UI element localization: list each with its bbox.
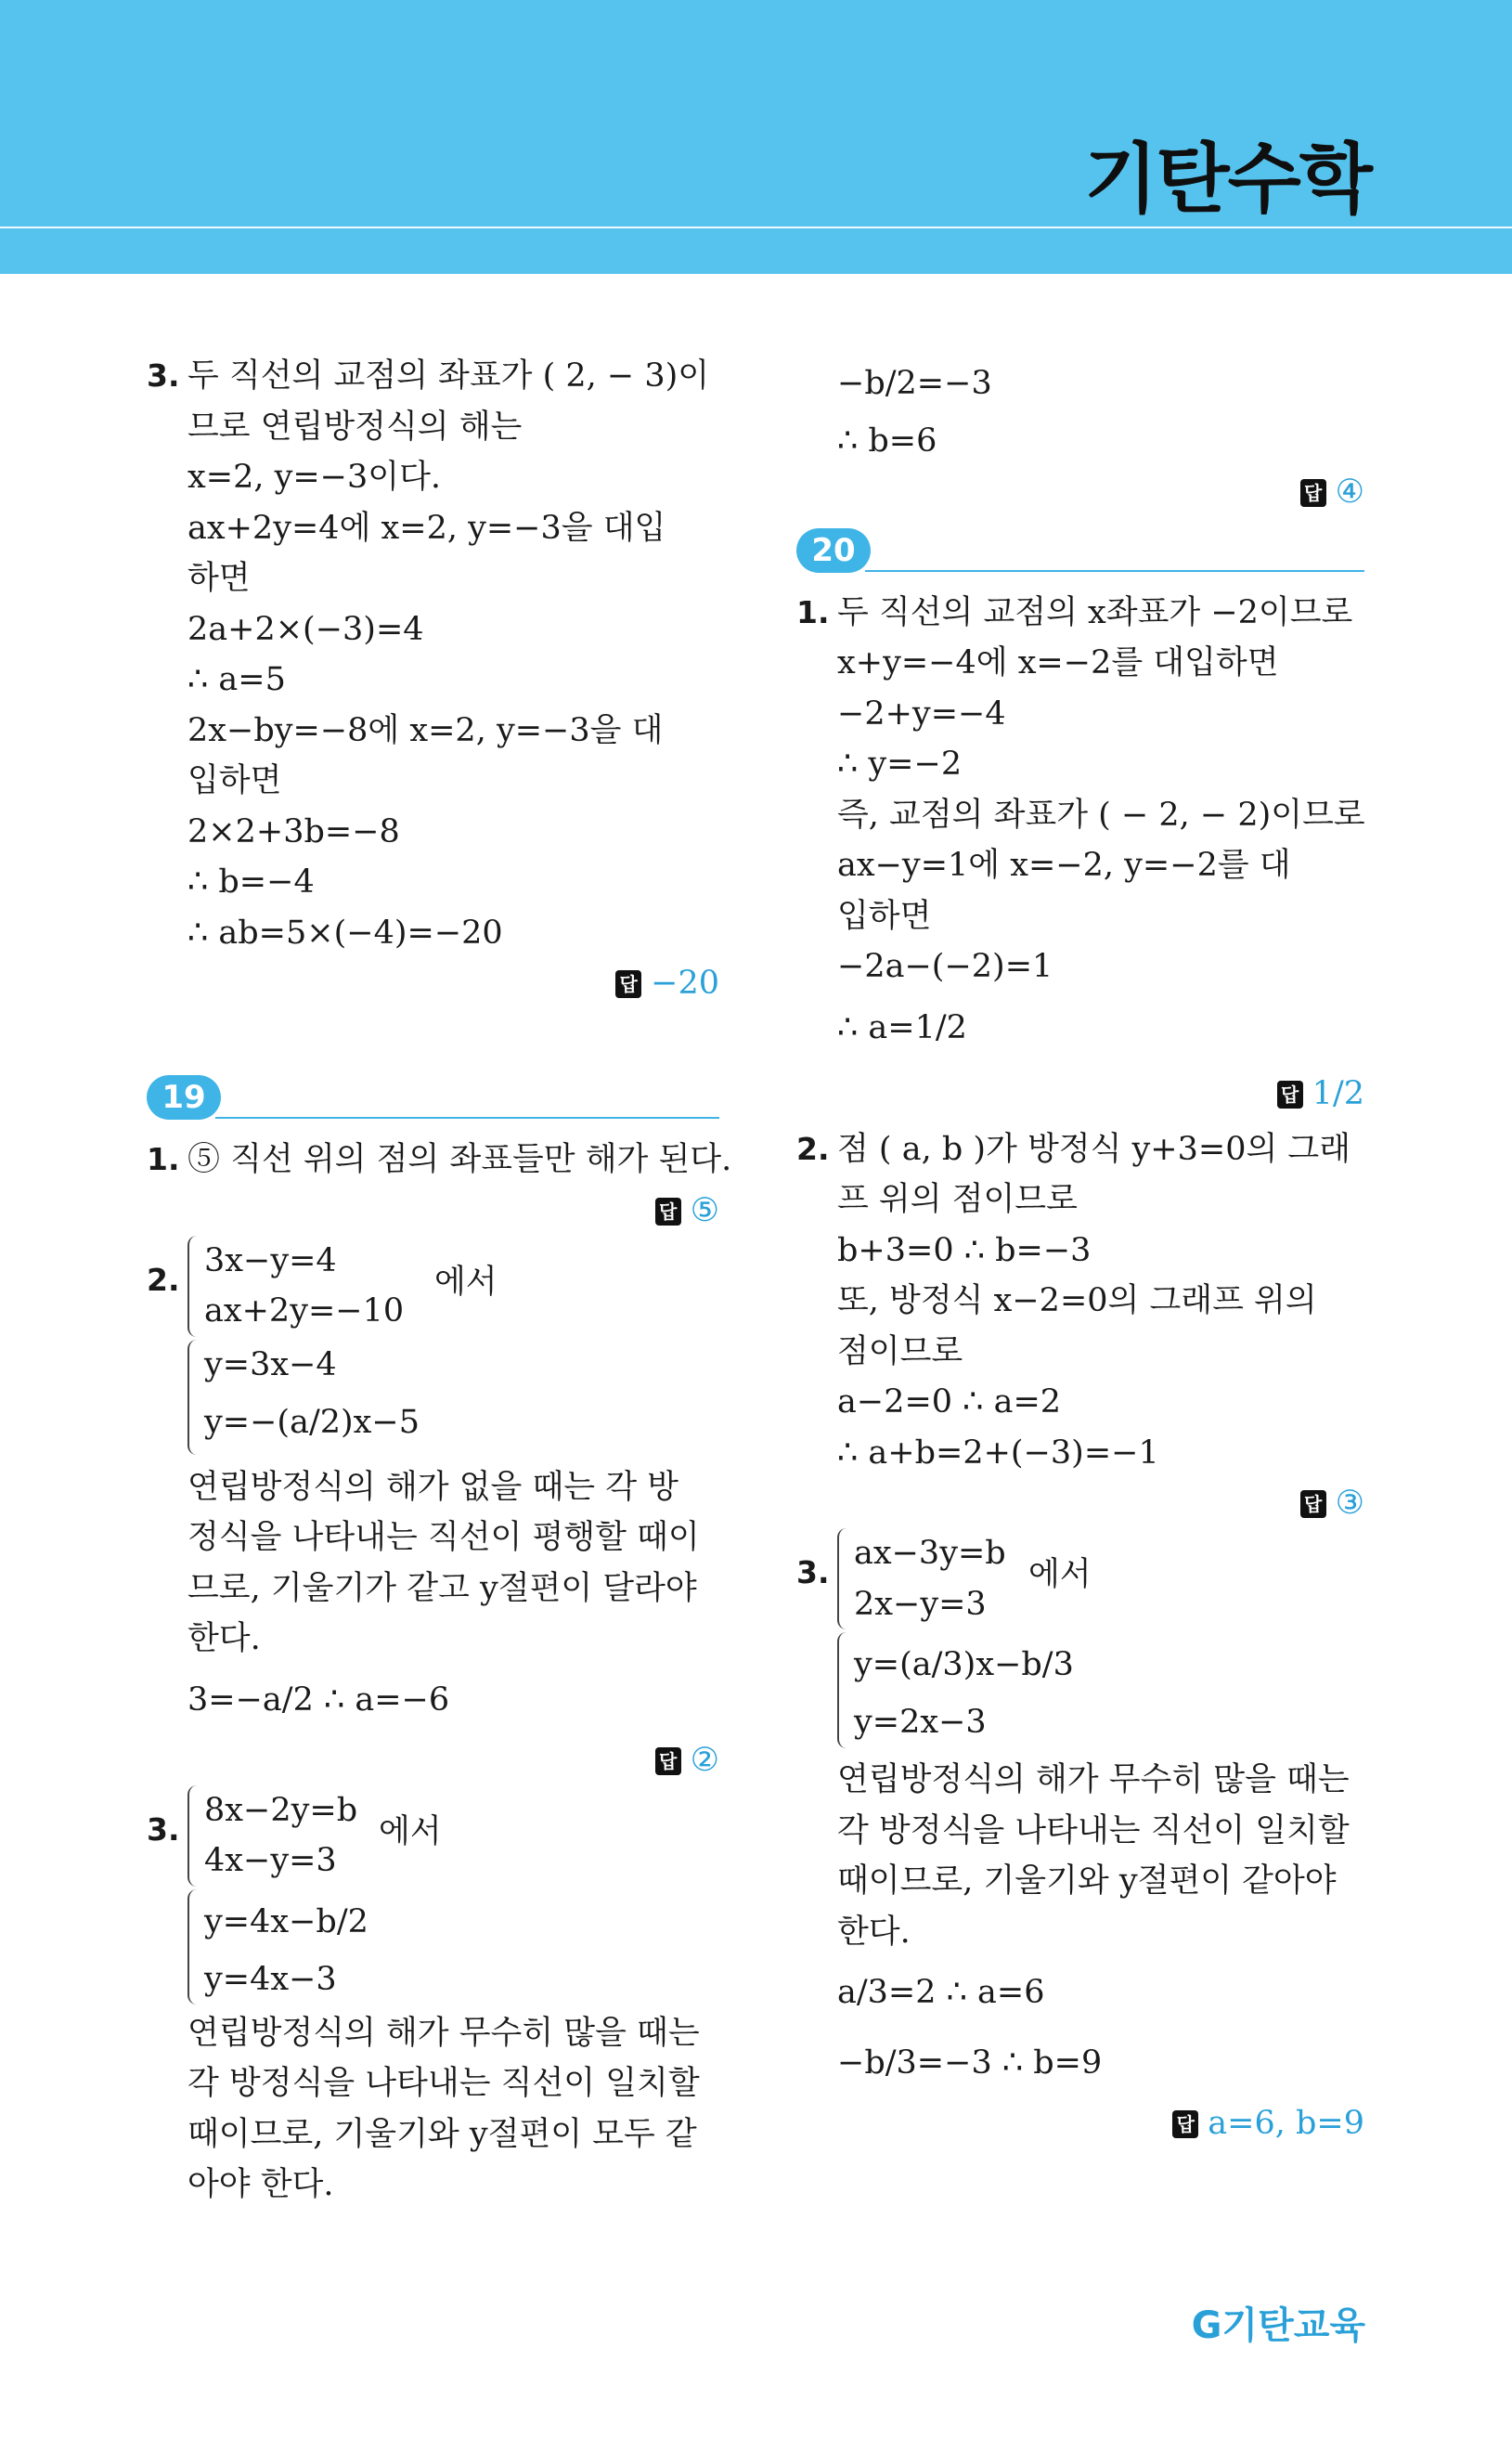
text-line: 두 직선의 교점의 x좌표가 −2이므로: [837, 593, 1353, 631]
text-line: −2a−(−2)=1: [837, 948, 1053, 985]
brand-logo: 기탄수학: [1084, 136, 1371, 224]
text-line: 하면: [187, 560, 251, 597]
text-line: −2+y=−4: [837, 694, 1006, 733]
equation: y=4x−3: [204, 1960, 337, 1998]
answer-value: ②: [690, 1741, 719, 1779]
problem-number: 1.: [796, 593, 830, 630]
q20-3-system2: [796, 1632, 1364, 1755]
text-line: 즉, 교점의 좌표가 ( − 2, − 2)이므로: [837, 796, 1365, 834]
text-line: 한다.: [187, 1620, 261, 1657]
problem-number: 1.: [147, 1141, 180, 1177]
text-line: 연립방정식의 해가 무수히 많을 때는: [187, 2014, 700, 2052]
text-line: 점이므로: [837, 1332, 963, 1370]
result-line: a/3=2 ∴ a=6: [837, 1974, 1045, 2011]
section-19: [147, 1070, 719, 1131]
text-line: x=2, y=−3이다.: [187, 459, 442, 496]
problem-number: 2.: [796, 1130, 830, 1167]
text-line: 연립방정식의 해가 없을 때는 각 방: [187, 1468, 678, 1506]
suffix-text: 에서: [434, 1263, 498, 1301]
text-line: 때이므로, 기울기와 y절편이 모두 같: [187, 2115, 697, 2153]
text-line: ax+2y=4에 x=2, y=−3을 대입: [187, 509, 666, 547]
equation-system: [187, 1889, 368, 2005]
suffix-text: 에서: [379, 1812, 442, 1850]
text-line: 연립방정식의 해가 무수히 많을 때는: [837, 1761, 1350, 1798]
brace-icon: [187, 1340, 202, 1456]
answer-value: a=6, b=9: [1208, 2105, 1364, 2142]
equation: 8x−2y=b: [204, 1791, 358, 1829]
answer-mark-icon: 답: [1172, 2110, 1198, 2138]
equation-system: [837, 1632, 1074, 1748]
answer: [796, 1063, 1364, 1124]
text-line: ∴ y=−2: [837, 746, 963, 783]
problem-number: 3.: [796, 1554, 830, 1590]
equation: y=−(a/2)x−5: [204, 1404, 420, 1441]
text-line: 아야 한다.: [187, 2166, 334, 2203]
equation: ax−3y=b: [854, 1535, 1006, 1572]
equation-system: [187, 1340, 420, 1456]
answer: [796, 2098, 1364, 2148]
answer-value: −20: [651, 965, 719, 1002]
equation: y=2x−3: [854, 1704, 987, 1741]
answer-mark-icon: 답: [1277, 1081, 1303, 1109]
answer-mark-icon: 답: [655, 1198, 681, 1226]
footer-logo: G기탄교육: [1191, 2304, 1365, 2347]
equation: y=3x−4: [204, 1345, 337, 1383]
answer: [147, 958, 719, 1008]
answer-value: 1/2: [1312, 1074, 1364, 1112]
equation-system: [187, 1236, 404, 1337]
brace-icon: [187, 1785, 202, 1887]
answer-mark-icon: 답: [1300, 479, 1326, 507]
answer-mark-icon: 답: [1300, 1490, 1326, 1518]
answer: [796, 467, 1364, 517]
equation: y=4x−b/2: [204, 1902, 368, 1940]
text-line: x+y=−4에 x=−2를 대입하면: [837, 644, 1279, 681]
brace-icon: [837, 1528, 852, 1629]
text-line: 한다.: [837, 1913, 911, 1951]
text-line: 또, 방정식 x−2=0의 그래프 위의: [837, 1282, 1317, 1319]
text-line: 각 방정식을 나타내는 직선이 일치할: [187, 2065, 700, 2102]
text-line: 때이므로, 기울기와 y절편이 같아야: [837, 1862, 1337, 1900]
text-line: 입하면: [187, 762, 282, 799]
text-line: b+3=0 ∴ b=−3: [837, 1231, 1092, 1269]
q20-3-head: [796, 1528, 1364, 1632]
left-column: [147, 351, 732, 2211]
text-line: 프 위의 점이므로: [837, 1181, 1078, 1218]
text-line: ∴ a=1/2: [837, 1008, 967, 1046]
brace-icon: [187, 1236, 202, 1337]
answer-value: ④: [1335, 473, 1364, 511]
equation: ax+2y=−10: [204, 1292, 405, 1330]
text-line: 므로, 기울기가 같고 y절편이 달라야: [187, 1569, 697, 1607]
text-line: 두 직선의 교점의 좌표가 ( 2, − 3)이: [187, 357, 710, 395]
problem-number: 2.: [147, 1261, 180, 1298]
brace-icon: [187, 1889, 202, 2005]
text-line: 2a+2×(−3)=4: [187, 610, 424, 648]
text-line: 점 ( a, b )가 방정식 y+3=0의 그래: [837, 1130, 1351, 1168]
right-column: [796, 351, 1364, 2148]
section-badge: 19: [147, 1075, 221, 1120]
section-20: [796, 523, 1364, 584]
equation: 4x−y=3: [204, 1842, 337, 1879]
equation-system: [837, 1528, 1006, 1629]
text-line: ∴ a=5: [187, 661, 286, 698]
section-badge: 20: [796, 528, 871, 573]
answer-mark-icon: 답: [615, 970, 641, 998]
answer: [796, 1478, 1364, 1528]
problem-3-head: [147, 351, 719, 402]
result-line: −b/3=−3 ∴ b=9: [837, 2044, 1103, 2082]
equation-system: [187, 1785, 357, 1887]
text-line: 2×2+3b=−8: [187, 812, 400, 850]
equation: 3x−y=4: [204, 1241, 337, 1279]
section-rule: [215, 1117, 719, 1119]
text-line: ∴ a+b=2+(−3)=−1: [837, 1434, 1159, 1472]
text-line: 입하면: [837, 897, 932, 935]
q20-2-head: [796, 1124, 1364, 1175]
text-line: 각 방정식을 나타내는 직선이 일치할: [837, 1811, 1350, 1849]
q19-3-system2: [147, 1889, 719, 2008]
suffix-text: 에서: [1028, 1556, 1092, 1593]
answer-value: ⑤: [690, 1191, 719, 1229]
answer-mark-icon: 답: [655, 1747, 681, 1775]
brace-icon: [837, 1632, 852, 1748]
text-line: 정식을 나타내는 직선이 평행할 때이: [187, 1519, 700, 1556]
answer: [147, 1735, 719, 1785]
section-rule: [865, 570, 1364, 572]
q19-2-head: [147, 1236, 719, 1340]
equation: 2x−y=3: [854, 1585, 987, 1623]
q19-1: [147, 1135, 732, 1186]
text-line: ∴ b=−4: [187, 863, 315, 901]
equation: y=(a/3)x−b/3: [854, 1646, 1074, 1683]
answer-value: ③: [1335, 1485, 1364, 1522]
result-line: 3=−a/2 ∴ a=−6: [187, 1680, 450, 1719]
problem-number: 3.: [147, 357, 180, 394]
problem-number: 3.: [147, 1810, 180, 1848]
q19-3-head: [147, 1785, 719, 1889]
text-line: ∴ b=6: [837, 422, 937, 460]
text-line: ⑤ 직선 위의 점의 좌표들만 해가 된다.: [187, 1141, 732, 1178]
page-header: [0, 0, 1512, 274]
text-line: ax−y=1에 x=−2, y=−2를 대: [837, 847, 1291, 884]
text-line: 므로 연립방정식의 해는: [187, 408, 523, 446]
text-line: ∴ ab=5×(−4)=−20: [187, 914, 503, 952]
text-line: a−2=0 ∴ a=2: [837, 1383, 1062, 1421]
q20-1-head: [796, 588, 1364, 639]
answer: [147, 1186, 719, 1236]
text-line: 2x−by=−8에 x=2, y=−3을 대: [187, 711, 664, 749]
q19-2-system2: [147, 1340, 719, 1462]
equation: −b/2=−3: [837, 365, 992, 402]
